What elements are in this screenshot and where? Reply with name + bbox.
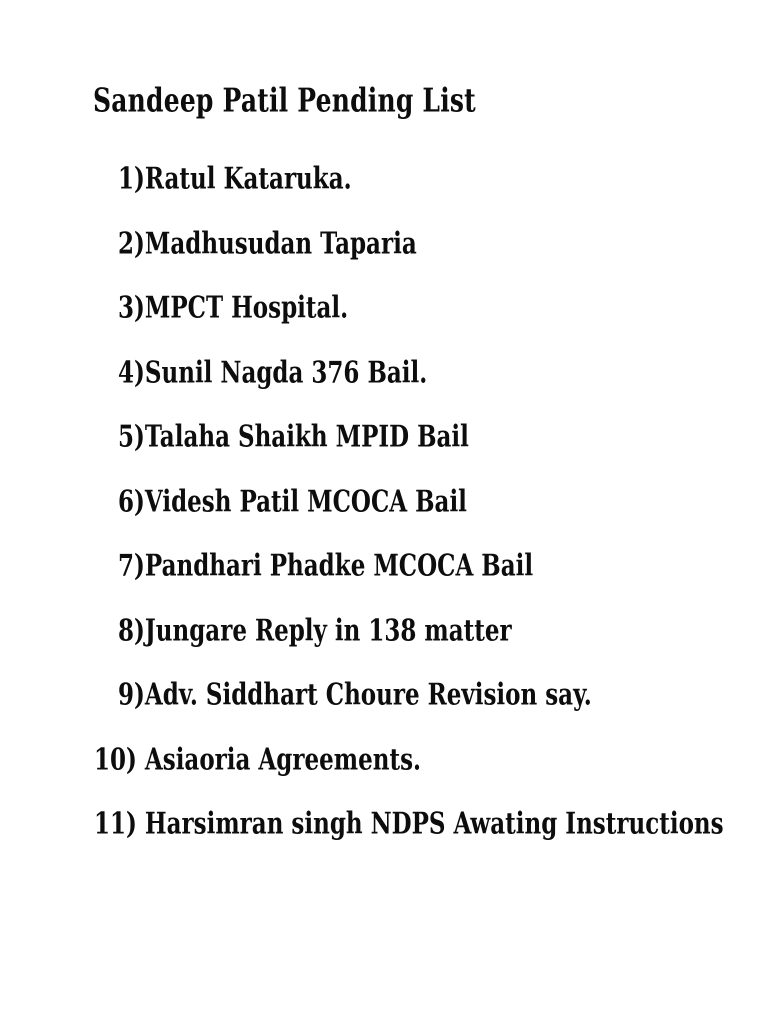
list-item-5: 5)Talaha Shaikh MPID Bail	[118, 419, 469, 455]
document-title: Sandeep Patil Pending List	[93, 81, 476, 120]
list-item-3: 3)MPCT Hospital.	[118, 290, 349, 326]
list-item-9: 9)Adv. Siddhart Choure Revision say.	[118, 677, 592, 713]
list-item-6: 6)Videsh Patil MCOCA Bail	[118, 483, 467, 519]
list-item-7: 7)Pandhari Phadke MCOCA Bail	[118, 548, 534, 584]
list-item-1: 1)Ratul Kataruka.	[118, 161, 352, 197]
list-item-8: 8)Jungare Reply in 138 matter	[118, 612, 512, 648]
list-item-4: 4)Sunil Nagda 376 Bail.	[118, 354, 428, 390]
list-item-10: 10) Asiaoria Agreements.	[94, 741, 422, 777]
list-item-2: 2)Madhusudan Taparia	[118, 225, 417, 261]
list-item-11: 11) Harsimran singh NDPS Awating Instructions	[94, 806, 724, 842]
